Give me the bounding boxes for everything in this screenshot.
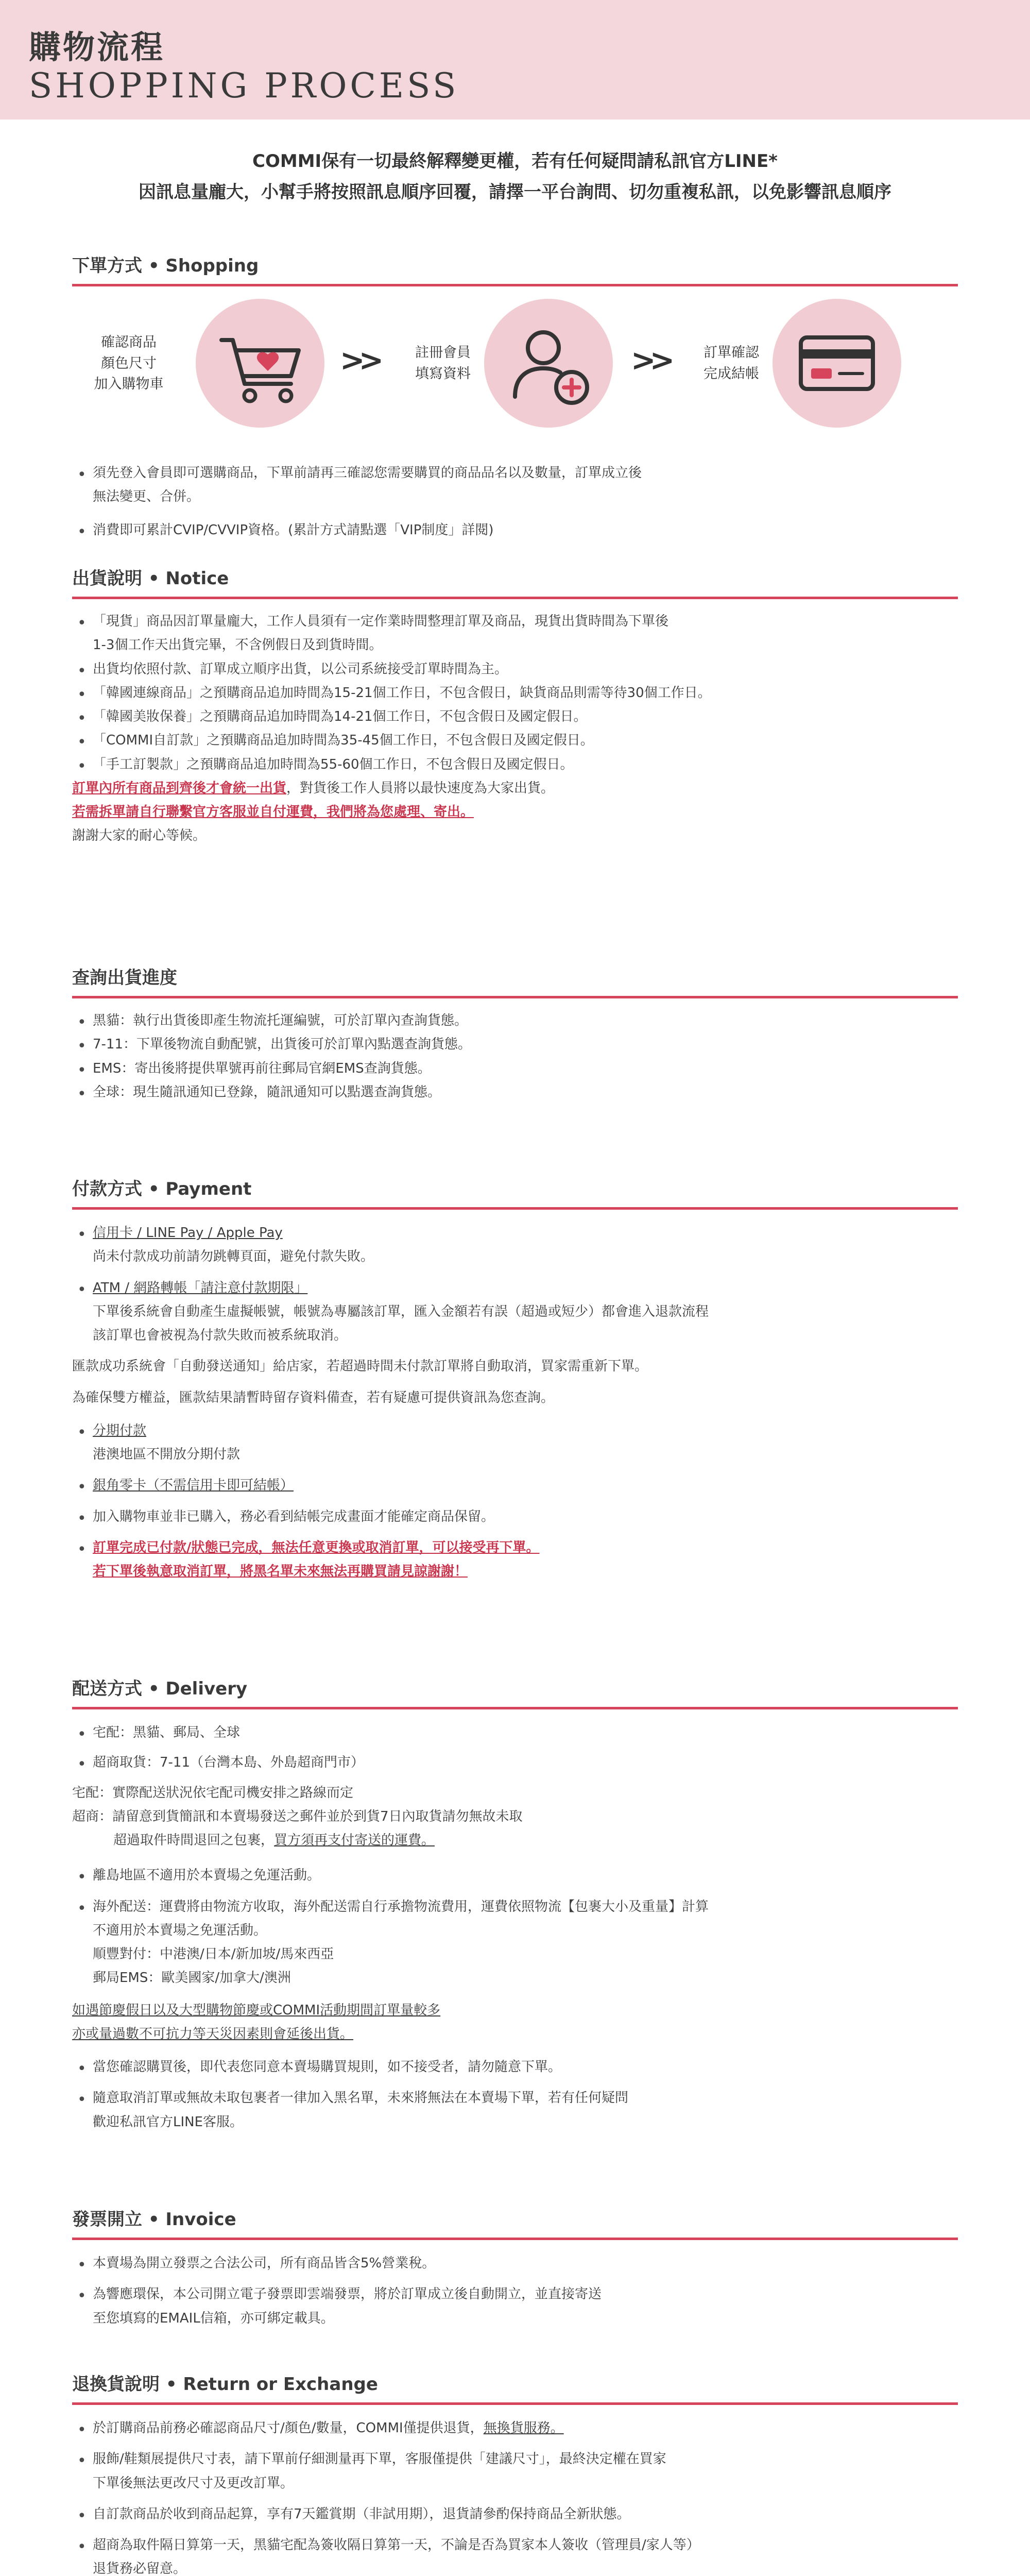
order-notes xyxy=(72,461,958,542)
delivery-note: 超商：請留意到貨簡訊和本賣場發送之郵件並於到貨7日內取貨請勿無故未取 xyxy=(72,1808,523,1824)
shopping-cart-heart-icon xyxy=(196,299,324,428)
list-item: • 「現貨」商品因訂單量龐大，工作人員須有一定作業時間整理訂單及商品，現貨出貨時間為下單後 1-3個工作天出貨完畢，不含例假日及到貨時間。 xyxy=(72,609,958,657)
section-title: 付款方式 • Payment xyxy=(72,1175,958,1210)
cancel-warning: • 訂單完成已付款/狀態已完成，無法任意更換或取消訂單，可以接受再下單。 若下單後執意取消訂單，將黑名單未來無法再購買請見諒謝謝！ xyxy=(72,1536,958,1584)
list-item: • 為響應環保，本公司開立電子發票即雲端發票，將於訂單成立後自動開立，並直接寄送 至您填寫的EMAIL信箱，亦可綁定載具。 xyxy=(72,2282,958,2330)
intro-notice xyxy=(52,146,978,208)
payment-atm: • ATM / 網路轉帳「請注意付款期限」 下單後系統會自動產生虛擬帳號，帳號為專屬該訂單，匯入金額若有誤（超過或短少）都會進入退款流程 該訂單也會被視為付款失敗而被系統取消。 xyxy=(72,1276,958,1348)
list-item: • 「韓國連線商品」之預購商品追加時間為15-21個工作日，不包含假日，缺貨商品則需等待30個工作日。 xyxy=(72,681,958,705)
section-order-method xyxy=(72,251,958,286)
step-1-label: 確認商品 顏色尺寸 加入購物車 xyxy=(94,334,164,392)
section-payment xyxy=(72,1175,958,1583)
step-3-label: 訂單確認 完成結帳 xyxy=(703,345,759,382)
list-item: • 超商為取件隔日算第一天，黑貓宅配為簽收隔日算第一天，不論是否為買家本人簽收（管理員/家人等） 退貨務必留意。 xyxy=(72,2533,958,2576)
credit-card-icon xyxy=(772,299,901,428)
payment-note-2: 為確保雙方權益，匯款結果請暫時留存資料備查，若有疑慮可提供資訊為您查詢。 xyxy=(72,1389,555,1405)
delay-warning: 如遇節慶假日以及大型購物節慶或COMMI活動期間訂單量較多 xyxy=(72,2002,441,2018)
step-1-icon-circle xyxy=(196,299,324,428)
intro-line-2: 因訊息量龐大，小幫手將按照訊息順序回覆，請擇一平台詢問、切勿重複私訊，以免影響訊息順序 xyxy=(139,181,891,202)
payment-zero-card: • 銀角零卡（不需信用卡即可結帳） xyxy=(72,1473,958,1497)
section-returns xyxy=(72,2370,958,2576)
thanks-text: 謝謝大家的耐心等候。 xyxy=(72,828,207,844)
list-item: • 超商取貨：7-11（台灣本島、外島超商門市） xyxy=(72,1751,958,1774)
section-title: 下單方式 • Shopping xyxy=(72,251,958,286)
list-item: • 出貨均依照付款、訂單成立順序出貨，以公司系統接受訂單時間為主。 xyxy=(72,657,958,681)
list-item: • 自訂款商品於收到商品起算，享有7天鑑賞期（非試用期），退貨請參酌保持商品全新狀態。 xyxy=(72,2502,958,2526)
step-2-icon-circle xyxy=(484,299,613,428)
section-title: 退換貨說明 • Return or Exchange xyxy=(72,2370,958,2405)
step-arrow: >> xyxy=(340,343,378,378)
list-item: • 離島地區不適用於本賣場之免運活動。 xyxy=(72,1863,958,1887)
delivery-note: 宅配：實際配送狀況依宅配司機安排之路線而定 xyxy=(72,1785,354,1801)
list-item: • 於訂購商品前務必確認商品尺寸/顏色/數量，COMMI僅提供退貨，無換貨服務。 xyxy=(72,2416,958,2440)
delivery-note: 超過取件時間退回之包裹，買方須再支付寄送的運費。 xyxy=(113,1833,435,1849)
list-item: • 宅配：黑貓、郵局、全球 xyxy=(72,1721,958,1744)
page-subtitle: SHOPPING PROCESS xyxy=(29,66,459,106)
payment-credit-card: • 信用卡 / LINE Pay / Apple Pay 尚未付款成功前請勿跳轉頁面，避免付款失敗。 xyxy=(72,1221,958,1269)
section-title: 配送方式 • Delivery xyxy=(72,1674,958,1709)
intro-line-1: COMMI保有一切最終解釋變更權，若有任何疑問請私訊官方LINE* xyxy=(252,151,778,172)
list-item: • 「手工訂製款」之預購商品追加時間為55-60個工作日，不包含假日及國定假日。 xyxy=(72,753,958,776)
list-item: • 「COMMI自訂款」之預購商品追加時間為35-45個工作日，不包含假日及國定假日。 xyxy=(72,728,958,752)
list-item: • 海外配送：運費將由物流方收取，海外配送需自行承擔物流費用，運費依照物流【包裹大小及重量】計算 不適用於本賣場之免運活動。 順豐對付：中港澳/日本/新加坡/馬來西亞 郵局EMS：歐美國家/加拿大/澳洲 xyxy=(72,1895,958,1990)
list-item: • 黑貓：執行出貨後即產生物流托運編號，可於訂單內查詢貨態。 xyxy=(72,1009,958,1032)
section-delivery xyxy=(72,1674,958,2134)
list-item: • EMS：寄出後將提供單號再前往郵局官網EMS查詢貨態。 xyxy=(72,1057,958,1080)
section-title: 查詢出貨進度 xyxy=(72,963,958,998)
split-order-warning: 若需拆單請自行聯繫官方客服並自付運費，我們將為您處理、寄出。 xyxy=(72,804,474,820)
page-title: 購物流程 xyxy=(29,28,165,66)
merge-shipping-warning: 訂單內所有商品到齊後才會統一出貨，對貨後工作人員將以最快速度為大家出貨。 xyxy=(72,780,555,796)
list-item: • 須先登入會員即可選購商品，下單前請再三確認您需要購買的商品品名以及數量，訂單成立後 無法變更、合併。 xyxy=(72,461,958,509)
list-item: • 當您確認購買後，即代表您同意本賣場購買規則，如不接受者，請勿隨意下單。 xyxy=(72,2055,958,2079)
payment-note-1: 匯款成功系統會「自動發送通知」給店家，若超過時間未付款訂單將自動取消，買家需重新下單。 xyxy=(72,1359,648,1375)
list-item: • 服飾/鞋類展提供尺寸表，請下單前仔細測量再下單，客服僅提供「建議尺寸」，最終決定權在買家 下單後無法更改尺寸及更改訂單。 xyxy=(72,2447,958,2495)
list-item: • 隨意取消訂單或無故未取包裹者一律加入黑名單，未來將無法在本賣場下單，若有任何疑問 歡迎私訊官方LINE客服。 xyxy=(72,2086,958,2134)
list-item: • 全球：現生隨訊通知已登錄，隨訊通知可以點選查詢貨態。 xyxy=(72,1080,958,1104)
order-flow xyxy=(72,286,958,446)
section-title: 發票開立 • Invoice xyxy=(72,2205,958,2240)
step-3-icon-circle xyxy=(772,299,901,428)
section-title: 出貨說明 • Notice xyxy=(72,564,958,599)
list-item: • 加入購物車並非已購入，務必看到結帳完成畫面才能確定商品保留。 xyxy=(72,1505,958,1529)
list-item: • 「韓國美妝保養」之預購商品追加時間為14-21個工作日，不包含假日及國定假日。 xyxy=(72,705,958,728)
add-user-icon xyxy=(484,299,613,428)
section-shipping-progress xyxy=(72,963,958,1104)
list-item: • 本賣場為開立發票之合法公司，所有商品皆含5%營業稅。 xyxy=(72,2251,958,2275)
delay-warning: 亦或量過數不可抗力等天災因素則會延後出貨。 xyxy=(72,2026,354,2042)
step-2-label: 註冊會員 填寫資料 xyxy=(415,345,471,382)
list-item: • 消費即可累計CVIP/CVVIP資格。(累計方式請點選「VIP制度」詳閱) xyxy=(72,518,958,542)
payment-installment: • 分期付款 港澳地區不開放分期付款 xyxy=(72,1419,958,1467)
section-shipping-notice xyxy=(72,564,958,848)
list-item: • 7-11：下單後物流自動配號，出貨後可於訂單內點選查詢貨態。 xyxy=(72,1032,958,1056)
section-invoice xyxy=(72,2205,958,2330)
step-arrow: >> xyxy=(631,343,669,378)
